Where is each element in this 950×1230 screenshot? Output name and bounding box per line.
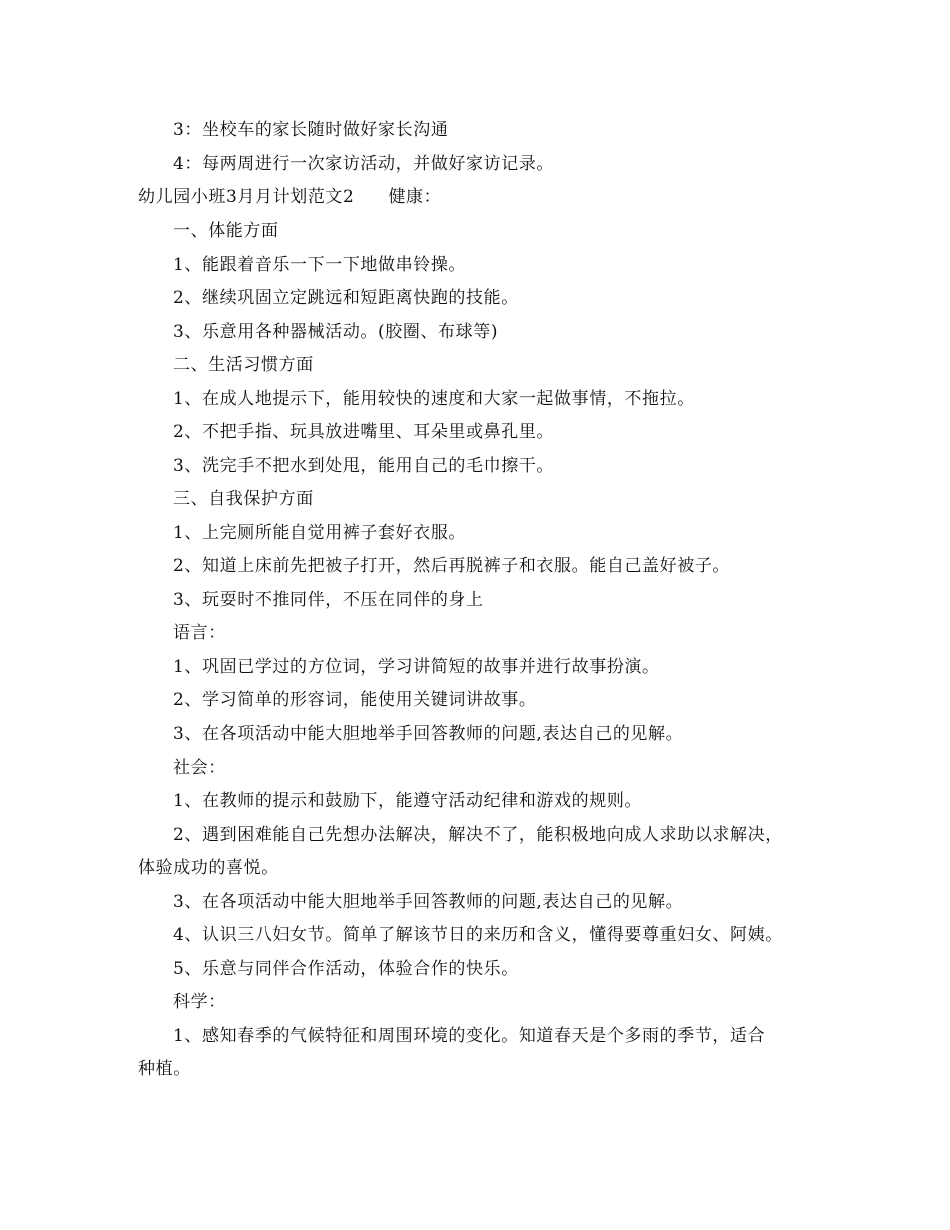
subsection-heading: 三、自我保护方面 <box>173 489 314 509</box>
text-line-continuation: 种植。 <box>138 1059 191 1079</box>
text-line: 3：坐校车的家长随时做好家长沟通 <box>173 120 449 140</box>
heading-line <box>138 186 818 208</box>
text-line: 3、在各项活动中能大胆地举手回答教师的问题,表达自己的见解。 <box>173 892 684 912</box>
text-line: 1、巩固已学过的方位词，学习讲简短的故事并进行故事扮演。 <box>173 657 660 677</box>
text-line: 3、玩耍时不推同伴，不压在同伴的身上 <box>173 590 484 610</box>
text-line: 2、遇到困难能自己先想办法解决，解决不了，能积极地向成人求助以求解决， <box>173 825 783 845</box>
text-line: 1、在教师的提示和鼓励下，能遵守活动纪律和游戏的规则。 <box>173 791 643 811</box>
text-line: 2、知道上床前先把被子打开，然后再脱裤子和衣服。能自己盖好被子。 <box>173 556 731 576</box>
subsection-heading: 二、生活习惯方面 <box>173 355 314 375</box>
text-line: 4：每两周进行一次家访活动，并做好家访记录。 <box>173 154 555 174</box>
text-line: 2、不把手指、玩具放进嘴里、耳朵里或鼻孔里。 <box>173 422 555 442</box>
section-heading-language: 语言： <box>173 623 226 643</box>
text-line: 1、能跟着音乐一下一下地做串铃操。 <box>173 255 467 275</box>
section-heading-society: 社会： <box>173 758 226 778</box>
subsection-heading: 一、体能方面 <box>173 221 279 241</box>
section-heading-science: 科学： <box>173 992 226 1012</box>
text-line: 1、感知春季的气候特征和周围环境的变化。知道春天是个多雨的季节，适合 <box>173 1026 766 1046</box>
text-line: 1、上完厕所能自觉用裤子套好衣服。 <box>173 523 467 543</box>
text-line: 3、在各项活动中能大胆地举手回答教师的问题,表达自己的见解。 <box>173 724 684 744</box>
text-line: 2、学习简单的形容词，能使用关键词讲故事。 <box>173 690 537 710</box>
text-line: 4、认识三八妇女节。简单了解该节日的来历和含义，懂得要尊重妇女、阿姨。 <box>173 925 783 945</box>
text-line: 3、洗完手不把水到处甩，能用自己的毛巾擦干。 <box>173 456 555 476</box>
document-title: 幼儿园小班3月月计划范文2 <box>138 187 355 207</box>
text-line: 3、乐意用各种器械活动。(胶圈、布球等) <box>173 322 499 342</box>
text-line: 5、乐意与同伴合作活动，体验合作的快乐。 <box>173 959 519 979</box>
text-line-continuation: 体验成功的喜悦。 <box>138 858 279 878</box>
text-line: 2、继续巩固立定跳远和短距离快跑的技能。 <box>173 288 519 308</box>
text-line: 1、在成人地提示下，能用较快的速度和大家一起做事情，不拖拉。 <box>173 389 695 409</box>
section-heading-health: 健康： <box>388 187 442 207</box>
